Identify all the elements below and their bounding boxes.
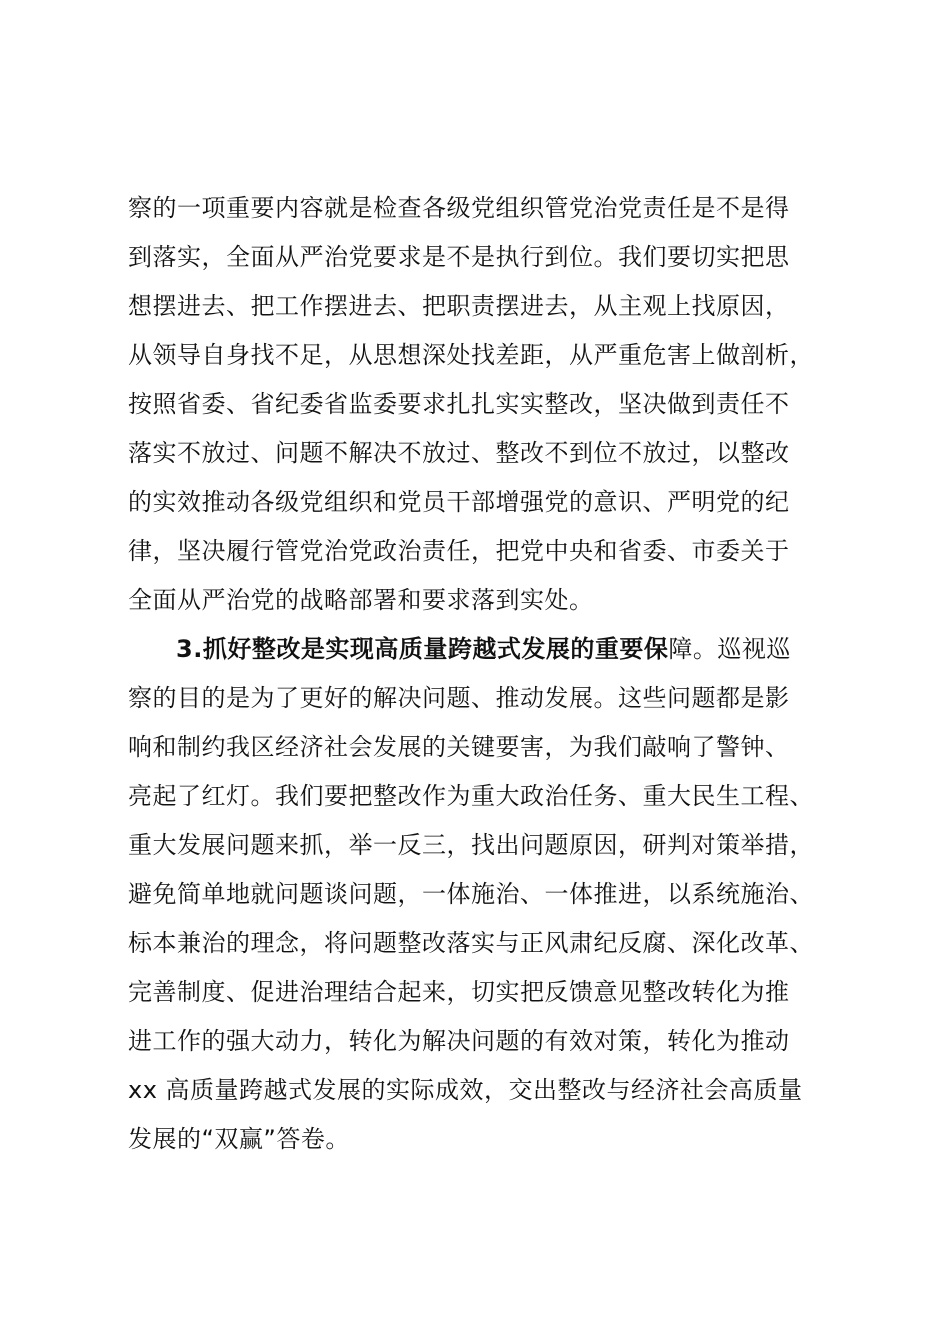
- text-line: xx 高质量跨越式发展的实际成效，交出整改与经济社会高质量: [128, 1076, 803, 1104]
- text-line: 响和制约我区经济社会发展的关键要害，为我们敲响了警钟、: [128, 733, 790, 761]
- text-line: 律，坚决履行管党治党政治责任，把党中央和省委、市委关于: [128, 537, 790, 565]
- text-line: 发展的“双赢”答卷。: [128, 1125, 350, 1153]
- text-line: 完善制度、促进治理结合起来，切实把反馈意见整改转化为推: [128, 978, 790, 1006]
- text-line: 从领导自身找不足，从思想深处找差距，从严重危害上做剖析，: [128, 341, 814, 369]
- paragraph-heading-line: [128, 625, 858, 674]
- heading-line-rest: 障。巡视巡: [668, 635, 791, 663]
- text-line: 按照省委、省纪委省监委要求扎扎实实整改，坚决做到责任不: [128, 390, 790, 418]
- section-heading: 3.抓好整改是实现高质量跨越式发展的重要保: [176, 635, 669, 663]
- text-line: 察的目的是为了更好的解决问题、推动发展。这些问题都是影: [128, 684, 790, 712]
- text-line: 标本兼治的理念，将问题整改落实与正风肃纪反腐、深化改革、: [128, 929, 814, 957]
- body-text: [128, 184, 858, 1164]
- text-line: 进工作的强大动力，转化为解决问题的有效对策，转化为推动: [128, 1027, 790, 1055]
- text-line: 避免简单地就问题谈问题，一体施治、一体推进，以系统施治、: [128, 880, 814, 908]
- text-line: 察的一项重要内容就是检查各级党组织管党治党责任是不是得: [128, 194, 790, 222]
- text-line: 亮起了红灯。我们要把整改作为重大政治任务、重大民生工程、: [128, 782, 814, 810]
- text-line: 想摆进去、把工作摆进去、把职责摆进去，从主观上找原因，: [128, 292, 790, 320]
- text-line: 重大发展问题来抓，举一反三，找出问题原因，研判对策举措，: [128, 831, 814, 859]
- text-line: 的实效推动各级党组织和党员干部增强党的意识、严明党的纪: [128, 488, 790, 516]
- text-line: 全面从严治党的战略部署和要求落到实处。: [128, 586, 594, 614]
- text-line: 到落实，全面从严治党要求是不是执行到位。我们要切实把思: [128, 243, 790, 271]
- text-line: 落实不放过、问题不解决不放过、整改不到位不放过，以整改: [128, 439, 790, 467]
